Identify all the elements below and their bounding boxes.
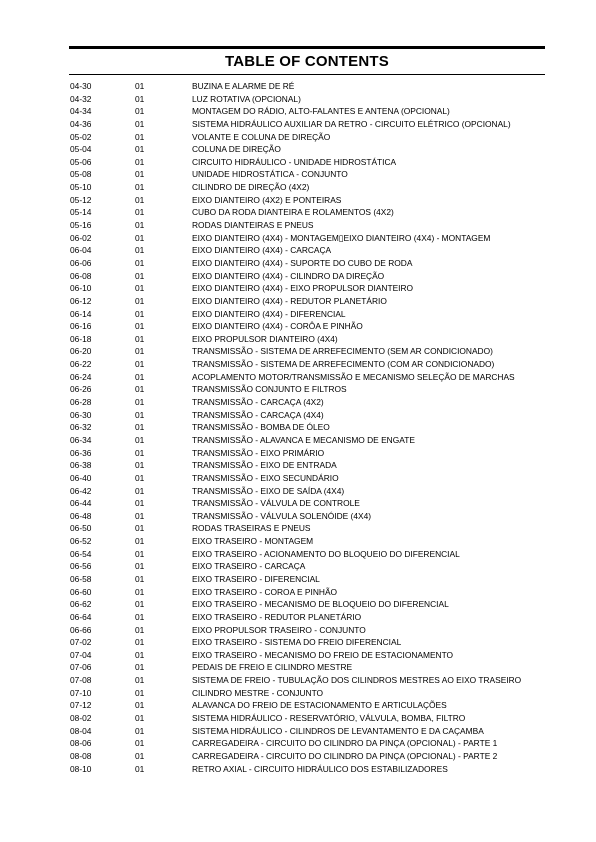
toc-entry-code: 06-36 <box>70 447 92 458</box>
toc-entry-revision: 01 <box>135 295 145 306</box>
toc-entry-title: TRANSMISSÃO - EIXO PRIMÁRIO <box>192 447 325 458</box>
toc-entry-code: 04-30 <box>70 81 92 91</box>
toc-entry-code: 08-02 <box>70 713 92 724</box>
toc-entry-code: 06-30 <box>70 409 92 420</box>
toc-entry-revision: 01 <box>135 283 145 294</box>
toc-entry-code: 06-58 <box>70 573 92 584</box>
toc-entry-code: 07-10 <box>70 687 92 698</box>
toc-entry <box>69 497 545 510</box>
toc-entry-revision: 01 <box>135 257 145 268</box>
toc-entry-revision: 01 <box>135 169 145 180</box>
toc-entry-title: MONTAGEM DO RÁDIO, ALTO-FALANTES E ANTENA (OPCIONAL) <box>192 106 450 117</box>
toc-entry-code: 06-24 <box>70 371 92 382</box>
toc-entry <box>69 371 545 384</box>
toc-list <box>69 80 545 775</box>
toc-entry-revision: 01 <box>135 447 145 458</box>
toc-entry-code: 05-14 <box>70 207 92 218</box>
toc-entry-title: TRANSMISSÃO - BOMBA DE ÓLEO <box>192 422 330 433</box>
toc-entry-revision: 01 <box>135 220 145 231</box>
toc-entry-title: TRANSMISSÃO - VÁLVULA SOLENÓIDE (4X4) <box>192 510 372 521</box>
toc-entry <box>69 586 545 599</box>
toc-entry <box>69 510 545 523</box>
toc-entry-code: 06-06 <box>70 257 92 268</box>
toc-entry <box>69 699 545 712</box>
toc-entry <box>69 712 545 725</box>
toc-entry-code: 06-12 <box>70 295 92 306</box>
toc-entry <box>69 358 545 371</box>
toc-entry-revision: 01 <box>135 270 145 281</box>
toc-entry-title: CARREGADEIRA - CIRCUITO DO CILINDRO DA PINÇA (OPCIONAL) - PARTE 1 <box>192 738 498 749</box>
toc-entry-code: 04-32 <box>70 93 92 104</box>
toc-entry-revision: 01 <box>135 687 145 698</box>
toc-entry <box>69 421 545 434</box>
toc-entry-revision: 01 <box>135 485 145 496</box>
toc-entry-revision: 01 <box>135 460 145 471</box>
toc-entry-title: TRANSMISSÃO - SISTEMA DE ARREFECIMENTO (COM AR CONDICIONADO) <box>192 359 495 370</box>
toc-entry-title: CILINDRO MESTRE - CONJUNTO <box>192 687 324 698</box>
toc-entry-code: 06-20 <box>70 346 92 357</box>
toc-entry-code: 07-02 <box>70 637 92 648</box>
toc-entry-revision: 01 <box>135 573 145 584</box>
toc-entry-code: 06-66 <box>70 624 92 635</box>
toc-entry-title: EIXO DIANTEIRO (4X4) - CARCAÇA <box>192 245 332 256</box>
toc-entry-revision: 01 <box>135 434 145 445</box>
toc-entry-code: 06-42 <box>70 485 92 496</box>
toc-entry-code: 06-02 <box>70 232 92 243</box>
toc-entry-code: 06-50 <box>70 523 92 534</box>
toc-entry-title: EIXO DIANTEIRO (4X4) - DIFERENCIAL <box>192 308 346 319</box>
toc-entry-revision: 01 <box>135 611 145 622</box>
toc-entry <box>69 725 545 738</box>
toc-entry-revision: 01 <box>135 561 145 572</box>
toc-entry-title: EIXO TRASEIRO - MECANISMO DO FREIO DE ESTACIONAMENTO <box>192 649 454 660</box>
toc-entry-revision: 01 <box>135 93 145 104</box>
toc-entry-title: TRANSMISSÃO - SISTEMA DE ARREFECIMENTO (SEM AR CONDICIONADO) <box>192 346 493 357</box>
toc-entry-revision: 01 <box>135 725 145 736</box>
toc-entry-title: EIXO TRASEIRO - SISTEMA DO FREIO DIFERENCIAL <box>192 637 402 648</box>
toc-entry-code: 05-10 <box>70 182 92 193</box>
toc-entry-code: 06-08 <box>70 270 92 281</box>
toc-entry-code: 05-06 <box>70 156 92 167</box>
toc-entry-code: 06-60 <box>70 586 92 597</box>
toc-entry-code: 06-48 <box>70 510 92 521</box>
toc-entry-title: EIXO TRASEIRO - COROA E PINHÃO <box>192 586 338 597</box>
toc-entry-revision: 01 <box>135 738 145 749</box>
toc-entry-title: CARREGADEIRA - CIRCUITO DO CILINDRO DA PINÇA (OPCIONAL) - PARTE 2 <box>192 750 498 761</box>
toc-entry-revision: 01 <box>135 346 145 357</box>
toc-entry-title: COLUNA DE DIREÇÃO <box>192 144 281 155</box>
toc-entry-title: TRANSMISSÃO - EIXO SECUNDÁRIO <box>192 472 339 483</box>
toc-entry-code: 07-06 <box>70 662 92 673</box>
toc-entry-code: 04-34 <box>70 106 92 117</box>
toc-entry <box>69 143 545 156</box>
toc-entry <box>69 194 545 207</box>
toc-entry-title: EIXO DIANTEIRO (4X4) - CILINDRO DA DIREÇÃO <box>192 270 385 281</box>
toc-entry <box>69 131 545 144</box>
toc-entry-title: LUZ ROTATIVA (OPCIONAL) <box>192 93 301 104</box>
toc-entry-revision: 01 <box>135 144 145 155</box>
toc-entry-revision: 01 <box>135 624 145 635</box>
toc-entry-revision: 01 <box>135 321 145 332</box>
toc-entry-revision: 01 <box>135 131 145 142</box>
toc-entry <box>69 750 545 763</box>
toc-entry-title: TRANSMISSÃO - ALAVANCA E MECANISMO DE ENGATE <box>192 434 415 445</box>
toc-entry-code: 06-16 <box>70 321 92 332</box>
toc-entry-code: 06-14 <box>70 308 92 319</box>
toc-entry <box>69 345 545 358</box>
toc-entry-title: EIXO TRASEIRO - MONTAGEM <box>192 536 314 547</box>
toc-entry-code: 05-02 <box>70 131 92 142</box>
toc-entry <box>69 383 545 396</box>
toc-entry-revision: 01 <box>135 510 145 521</box>
toc-entry-code: 07-12 <box>70 700 92 711</box>
toc-entry <box>69 687 545 700</box>
toc-entry-code: 06-54 <box>70 548 92 559</box>
toc-entry <box>69 763 545 776</box>
toc-entry-code: 07-04 <box>70 649 92 660</box>
toc-entry-revision: 01 <box>135 308 145 319</box>
toc-entry-title: EIXO TRASEIRO - DIFERENCIAL <box>192 573 320 584</box>
toc-entry-title: TRANSMISSÃO - CARCAÇA (4X4) <box>192 409 324 420</box>
toc-entry-code: 06-56 <box>70 561 92 572</box>
toc-entry-code: 05-08 <box>70 169 92 180</box>
toc-entry <box>69 93 545 106</box>
toc-entry-revision: 01 <box>135 498 145 509</box>
toc-entry-revision: 01 <box>135 333 145 344</box>
toc-entry-revision: 01 <box>135 384 145 395</box>
toc-entry-revision: 01 <box>135 536 145 547</box>
toc-entry <box>69 598 545 611</box>
toc-entry-title: VOLANTE E COLUNA DE DIREÇÃO <box>192 131 331 142</box>
toc-entry <box>69 308 545 321</box>
toc-entry <box>69 649 545 662</box>
toc-entry-title: EIXO DIANTEIRO (4X4) - EIXO PROPULSOR DIANTEIRO <box>192 283 414 294</box>
toc-entry-title: TRANSMISSÃO - CARCAÇA (4X2) <box>192 397 324 408</box>
toc-entry <box>69 181 545 194</box>
toc-entry-revision: 01 <box>135 182 145 193</box>
toc-entry-code: 05-12 <box>70 194 92 205</box>
toc-entry <box>69 396 545 409</box>
toc-entry-title: SISTEMA HIDRÁULICO - CILINDROS DE LEVANTAMENTO E DA CAÇAMBA <box>192 725 484 736</box>
toc-entry-title: EIXO DIANTEIRO (4X2) E PONTEIRAS <box>192 194 342 205</box>
toc-entry <box>69 459 545 472</box>
toc-entry-title: TRANSMISSÃO - EIXO DE ENTRADA <box>192 460 337 471</box>
toc-entry-code: 06-32 <box>70 422 92 433</box>
toc-entry <box>69 636 545 649</box>
toc-entry-revision: 01 <box>135 675 145 686</box>
toc-entry-code: 05-16 <box>70 220 92 231</box>
toc-entry-title: TRANSMISSÃO - VÁLVULA DE CONTROLE <box>192 498 360 509</box>
toc-entry-title: BUZINA E ALARME DE RÉ <box>192 81 295 91</box>
toc-entry-title: EIXO DIANTEIRO (4X4) - SUPORTE DO CUBO DE RODA <box>192 257 413 268</box>
toc-entry-code: 06-64 <box>70 611 92 622</box>
toc-entry-revision: 01 <box>135 81 145 91</box>
toc-entry-title: CILINDRO DE DIREÇÃO (4X2) <box>192 182 310 193</box>
toc-entry-code: 05-04 <box>70 144 92 155</box>
toc-entry <box>69 320 545 333</box>
toc-entry-title: EIXO DIANTEIRO (4X4) - CORÔA E PINHÃO <box>192 321 363 332</box>
toc-entry-title: EIXO TRASEIRO - REDUTOR PLANETÁRIO <box>192 611 362 622</box>
toc-entry-code: 08-04 <box>70 725 92 736</box>
toc-entry-title: EIXO DIANTEIRO (4X4) - MONTAGEM▯EIXO DIANTEIRO (4X4) - MONTAGEM <box>192 232 491 243</box>
toc-entry-revision: 01 <box>135 207 145 218</box>
toc-entry <box>69 485 545 498</box>
toc-entry-title: ALAVANCA DO FREIO DE ESTACIONAMENTO E ARTICULAÇÕES <box>192 700 447 711</box>
toc-entry-code: 06-18 <box>70 333 92 344</box>
toc-entry-title: ACOPLAMENTO MOTOR/TRANSMISSÃO E MECANISMO SELEÇÃO DE MARCHAS <box>192 371 515 382</box>
toc-entry <box>69 244 545 257</box>
toc-entry <box>69 156 545 169</box>
toc-entry <box>69 219 545 232</box>
toc-entry <box>69 573 545 586</box>
toc-entry-revision: 01 <box>135 359 145 370</box>
toc-entry-code: 06-38 <box>70 460 92 471</box>
toc-entry-title: RODAS TRASEIRAS E PNEUS <box>192 523 311 534</box>
toc-entry <box>69 282 545 295</box>
toc-entry-title: CIRCUITO HIDRÁULICO - UNIDADE HIDROSTÁTICA <box>192 156 397 167</box>
toc-entry-code: 04-36 <box>70 118 92 129</box>
toc-entry <box>69 257 545 270</box>
toc-entry-revision: 01 <box>135 422 145 433</box>
toc-entry <box>69 560 545 573</box>
toc-entry-title: EIXO PROPULSOR TRASEIRO - CONJUNTO <box>192 624 366 635</box>
toc-entry <box>69 472 545 485</box>
toc-entry-title: EIXO TRASEIRO - MECANISMO DE BLOQUEIO DO DIFERENCIAL <box>192 599 449 610</box>
toc-entry <box>69 118 545 131</box>
toc-entry-title: SISTEMA HIDRÁULICO - RESERVATÓRIO, VÁLVULA, BOMBA, FILTRO <box>192 713 466 724</box>
toc-entry <box>69 611 545 624</box>
toc-entry-title: EIXO DIANTEIRO (4X4) - REDUTOR PLANETÁRIO <box>192 295 387 306</box>
toc-entry-code: 06-28 <box>70 397 92 408</box>
toc-entry-revision: 01 <box>135 409 145 420</box>
toc-entry <box>69 409 545 422</box>
toc-entry-code: 08-10 <box>70 763 92 774</box>
title-underline <box>69 74 545 75</box>
toc-entry-title: SISTEMA DE FREIO - TUBULAÇÃO DOS CILINDROS MESTRES AO EIXO TRASEIRO <box>192 675 522 686</box>
toc-entry <box>69 522 545 535</box>
toc-entry-revision: 01 <box>135 397 145 408</box>
toc-entry <box>69 661 545 674</box>
toc-entry-revision: 01 <box>135 713 145 724</box>
toc-entry-title: EIXO PROPULSOR DIANTEIRO (4X4) <box>192 333 338 344</box>
toc-entry <box>69 737 545 750</box>
toc-entry-title: PEDAIS DE FREIO E CILINDRO MESTRE <box>192 662 353 673</box>
toc-entry <box>69 80 545 93</box>
toc-entry-code: 07-08 <box>70 675 92 686</box>
toc-entry <box>69 232 545 245</box>
toc-entry-code: 06-62 <box>70 599 92 610</box>
toc-entry <box>69 168 545 181</box>
toc-entry-title: EIXO TRASEIRO - ACIONAMENTO DO BLOQUEIO DO DIFERENCIAL <box>192 548 460 559</box>
toc-entry <box>69 333 545 346</box>
toc-entry-title: EIXO TRASEIRO - CARCAÇA <box>192 561 306 572</box>
toc-entry <box>69 295 545 308</box>
toc-entry-code: 06-40 <box>70 472 92 483</box>
toc-entry-revision: 01 <box>135 548 145 559</box>
toc-entry-revision: 01 <box>135 763 145 774</box>
toc-entry <box>69 270 545 283</box>
toc-entry <box>69 674 545 687</box>
toc-entry-revision: 01 <box>135 662 145 673</box>
toc-entry-title: UNIDADE HIDROSTÁTICA - CONJUNTO <box>192 169 348 180</box>
toc-entry-title: RODAS DIANTEIRAS E PNEUS <box>192 220 314 231</box>
toc-entry-revision: 01 <box>135 523 145 534</box>
toc-entry-revision: 01 <box>135 156 145 167</box>
toc-entry-revision: 01 <box>135 106 145 117</box>
toc-entry-code: 08-06 <box>70 738 92 749</box>
toc-entry-revision: 01 <box>135 472 145 483</box>
toc-entry-revision: 01 <box>135 700 145 711</box>
toc-entry-code: 08-08 <box>70 750 92 761</box>
toc-entry <box>69 535 545 548</box>
toc-entry-revision: 01 <box>135 599 145 610</box>
toc-entry-revision: 01 <box>135 232 145 243</box>
toc-entry-revision: 01 <box>135 637 145 648</box>
toc-entry-title: RETRO AXIAL - CIRCUITO HIDRÁULICO DOS ESTABILIZADORES <box>192 763 448 774</box>
toc-entry <box>69 105 545 118</box>
toc-entry <box>69 447 545 460</box>
toc-entry-revision: 01 <box>135 245 145 256</box>
toc-entry <box>69 434 545 447</box>
toc-entry-revision: 01 <box>135 194 145 205</box>
toc-entry <box>69 624 545 637</box>
toc-entry-title: TRANSMISSÃO - EIXO DE SAÍDA (4X4) <box>192 485 345 496</box>
toc-entry <box>69 548 545 561</box>
page-title: TABLE OF CONTENTS <box>225 53 389 70</box>
toc-entry-title: SISTEMA HIDRÁULICO AUXILIAR DA RETRO - CIRCUITO ELÉTRICO (OPCIONAL) <box>192 118 511 129</box>
toc-entry-revision: 01 <box>135 586 145 597</box>
toc-entry-title: TRANSMISSÃO CONJUNTO E FILTROS <box>192 384 347 395</box>
toc-entry-code: 06-34 <box>70 434 92 445</box>
toc-entry-code: 06-22 <box>70 359 92 370</box>
toc-entry-revision: 01 <box>135 118 145 129</box>
top-rule <box>69 46 545 49</box>
toc-entry-code: 06-44 <box>70 498 92 509</box>
toc-entry <box>69 206 545 219</box>
toc-entry-title: CUBO DA RODA DIANTEIRA E ROLAMENTOS (4X2) <box>192 207 394 218</box>
toc-entry-code: 06-10 <box>70 283 92 294</box>
toc-entry-revision: 01 <box>135 750 145 761</box>
toc-entry-code: 06-52 <box>70 536 92 547</box>
toc-entry-code: 06-04 <box>70 245 92 256</box>
toc-entry-revision: 01 <box>135 649 145 660</box>
toc-entry-code: 06-26 <box>70 384 92 395</box>
toc-entry-revision: 01 <box>135 371 145 382</box>
